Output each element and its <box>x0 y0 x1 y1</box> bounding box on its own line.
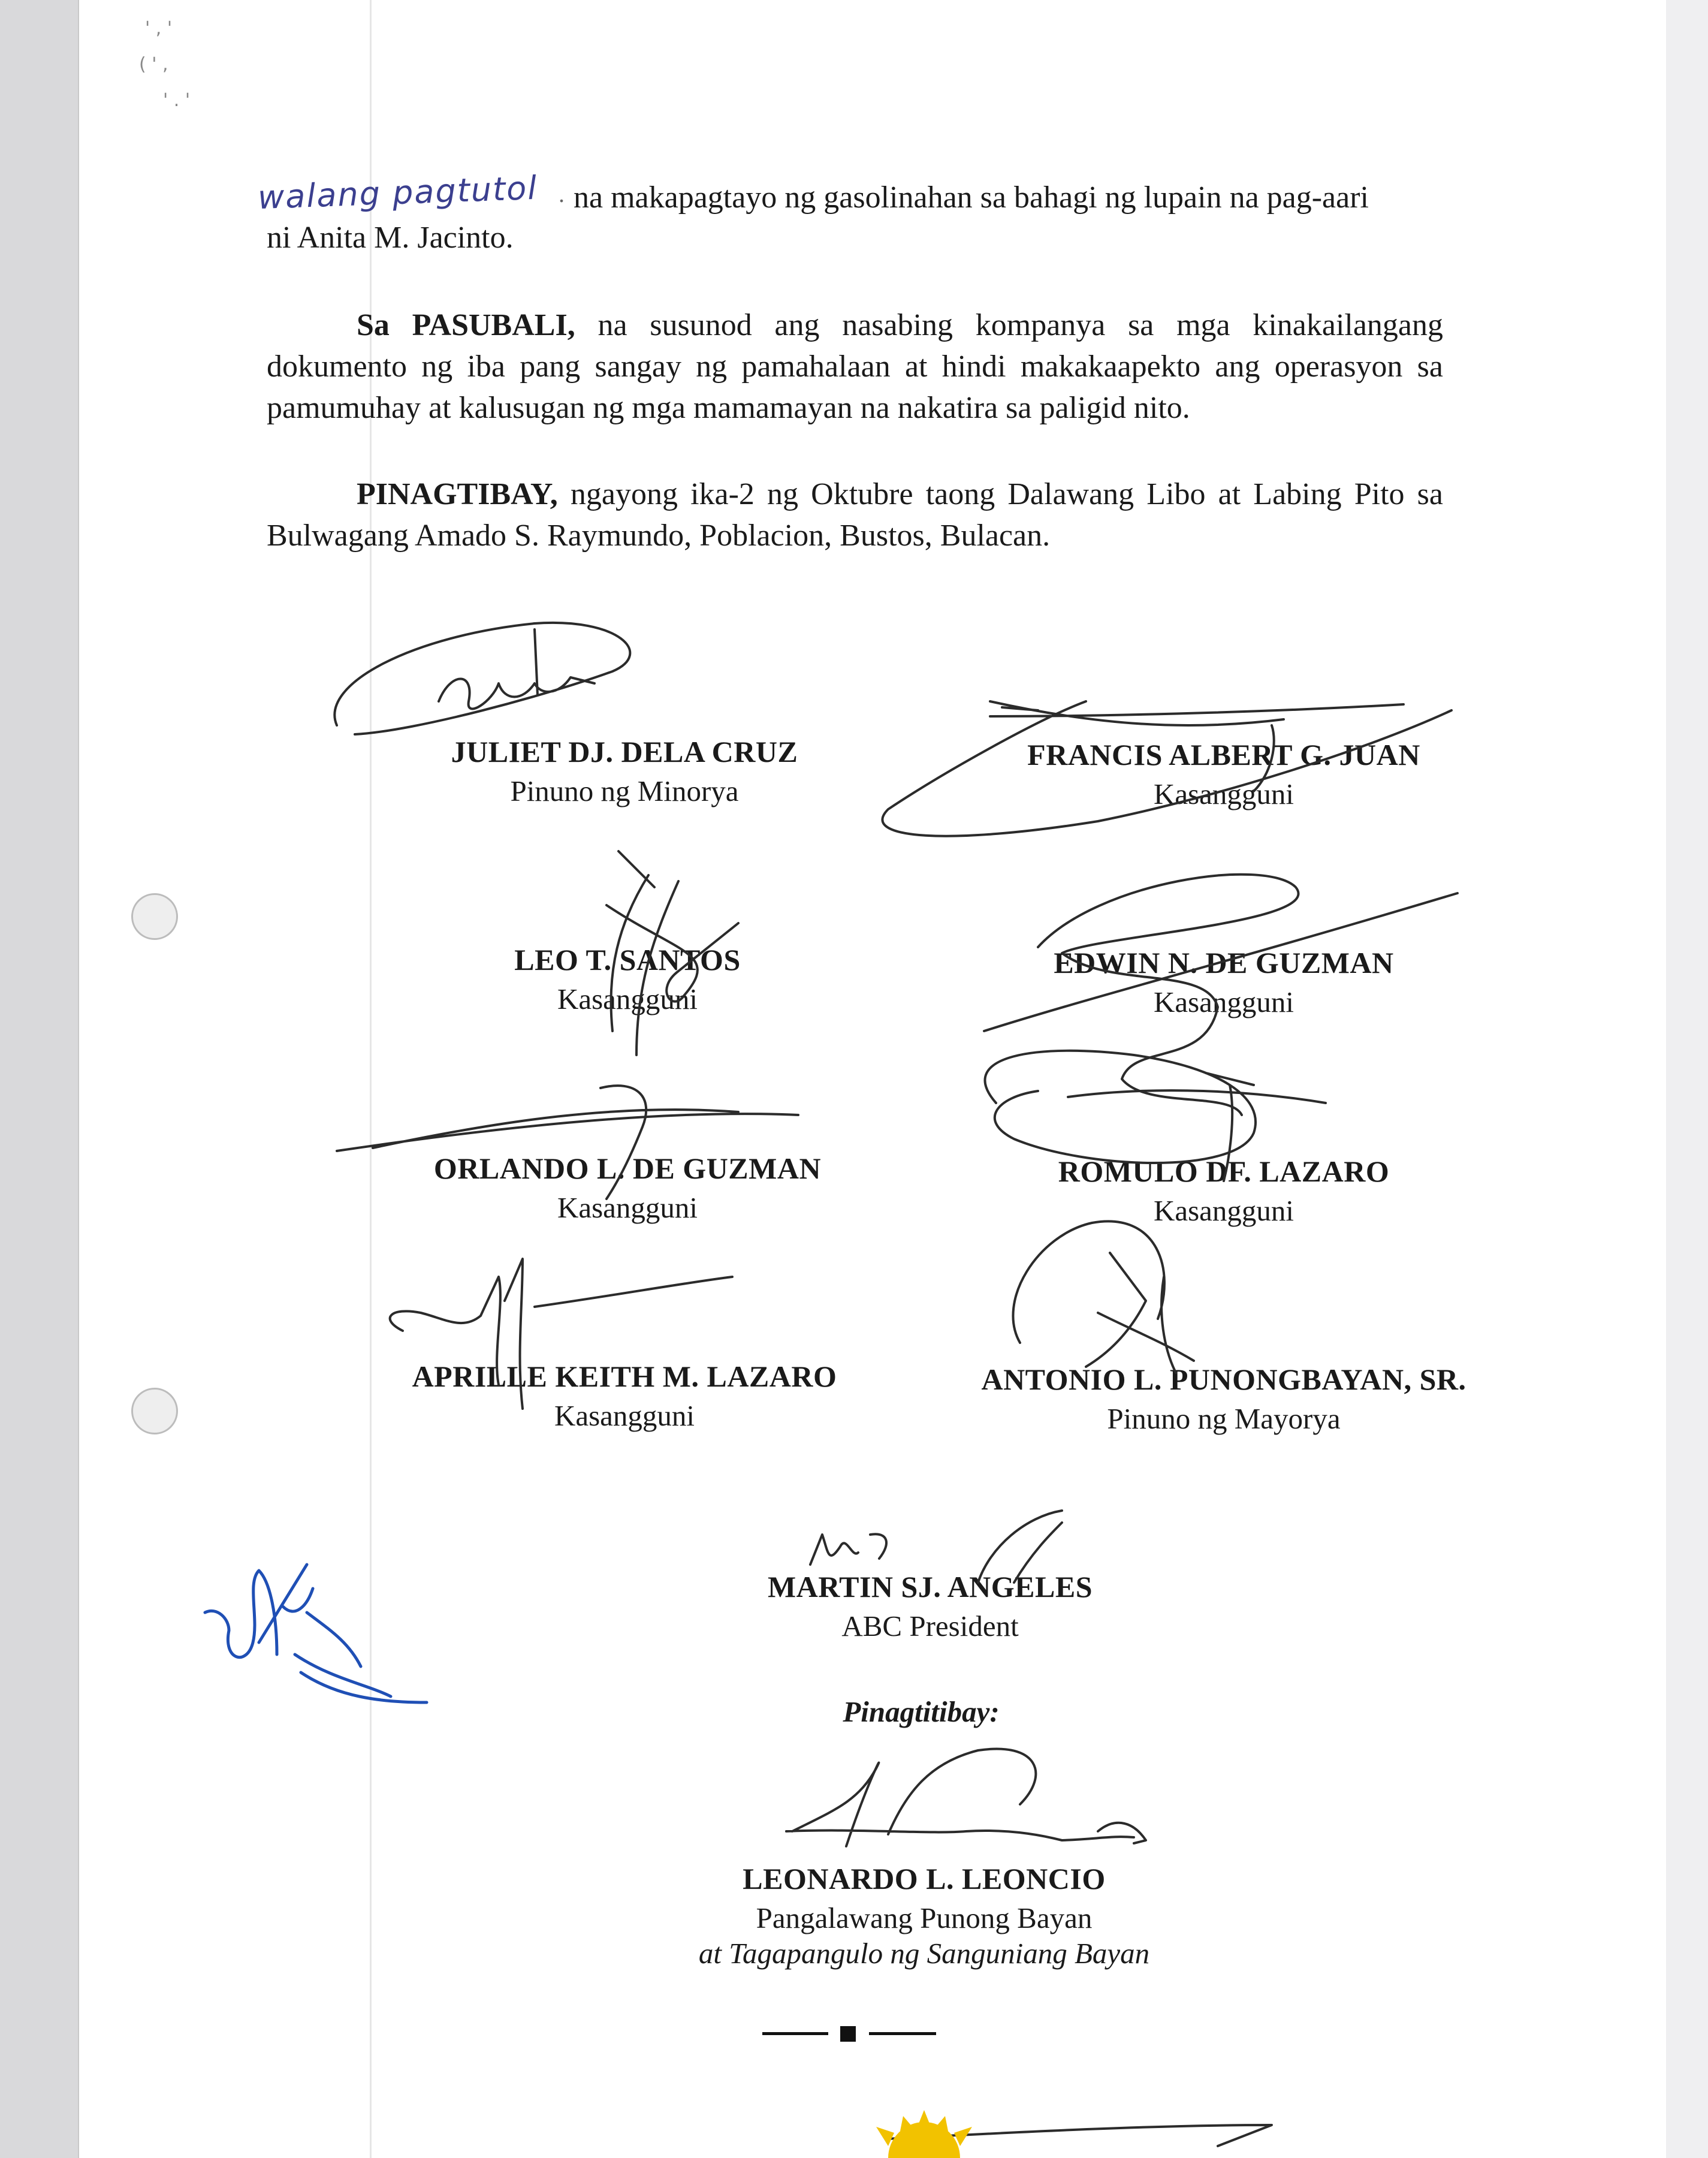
signatory-name: ORLANDO L. DE GUZMAN <box>433 1152 822 1185</box>
signature-block-dela-cruz <box>343 734 906 808</box>
signatory-title-line-2: at Tagapangulo ng Sanguniang Bayan <box>698 1937 1150 1970</box>
document-page <box>78 0 1668 2158</box>
signatory-name: EDWIN N. DE GUZMAN <box>1054 946 1394 979</box>
signatory-title: Kasangguni <box>1153 777 1294 810</box>
signatory-title: Kasangguni <box>1153 985 1294 1018</box>
paragraph-3-body: ngayong ika-2 ng Oktubre taong Dalawang Libo at Labing Pito sa Bulwagang Amado S. Raymundo, Poblacion, Bustos, Bulacan. <box>267 477 1443 553</box>
signature-block-aprille-lazaro <box>343 1359 906 1433</box>
signatory-title: Kasangguni <box>1153 1194 1294 1227</box>
paragraph-1-line-2: ni Anita M. Jacinto. <box>267 221 514 255</box>
paragraph-2 <box>267 305 1443 429</box>
signature-dela-cruz <box>334 623 630 734</box>
signatory-title: Kasangguni <box>557 982 698 1015</box>
seal-sun-icon <box>876 2110 972 2158</box>
signatory-title: Kasangguni <box>557 1191 698 1224</box>
signature-block-orlando-de-guzman <box>346 1151 909 1225</box>
signatory-name: LEONARDO L. LEONCIO <box>743 1862 1106 1895</box>
signatory-name: JULIET DJ. DELA CRUZ <box>451 735 798 768</box>
signature-blue-initials <box>205 1565 427 1702</box>
signatory-title: Pinuno ng Minorya <box>510 774 739 807</box>
signatory-name: ROMULO DF. LAZARO <box>1058 1155 1390 1188</box>
signature-block-santos <box>346 942 909 1016</box>
paragraph-2-lead: Sa PASUBALI, <box>357 308 575 342</box>
paragraph-3 <box>267 474 1443 556</box>
paragraph-2-body: na susunod ang nasabing kompanya sa mga kinakailangang dokumento ng iba pang sangay ng pamahalaan at hindi makakaapekto ang operasyon sa pamumuhay at kalusugan ng mga mamamayan na nakatira sa paligid nito. <box>267 308 1443 425</box>
punch-hole-bottom <box>131 1388 178 1434</box>
scan-speck: ' . ' <box>163 90 191 111</box>
text-dot: . <box>559 180 565 207</box>
ornament-line-left <box>762 2032 828 2035</box>
signature-block-vice-mayor <box>547 1861 1302 1970</box>
signature-block-abc-president <box>600 1569 1260 1643</box>
punch-hole-top <box>131 893 178 940</box>
scan-speck: ' , ' <box>145 18 173 39</box>
signatory-title: Pinuno ng Mayorya <box>1107 1402 1341 1435</box>
signature-block-juan <box>942 737 1505 811</box>
signatory-name: APRILLE KEITH M. LAZARO <box>412 1360 837 1393</box>
paragraph-3-lead: PINAGTIBAY, <box>357 477 558 511</box>
seal-signature-line <box>888 2125 1272 2146</box>
signature-vice-mayor <box>786 1749 1146 1846</box>
signatory-name: FRANCIS ALBERT G. JUAN <box>1027 738 1420 771</box>
scan-speck: ( ' , <box>139 54 168 75</box>
end-ornament <box>762 2026 936 2041</box>
signature-punongbayan <box>1013 1221 1194 1373</box>
signatory-name: LEO T. SANTOS <box>514 943 741 976</box>
signature-block-punongbayan <box>942 1362 1505 1436</box>
handwritten-note: walang pagtutol <box>257 168 539 217</box>
ornament-square <box>840 2026 856 2042</box>
signatory-name: ANTONIO L. PUNONGBAYAN, SR. <box>981 1363 1466 1396</box>
approved-label: Pinagtitibay: <box>843 1695 1000 1728</box>
signatory-title: Kasangguni <box>554 1399 695 1432</box>
paragraph-1-line-1: na makapagtayo ng gasolinahan sa bahagi ng lupain na pag-aari <box>574 180 1369 215</box>
signature-block-romulo-lazaro <box>942 1154 1505 1228</box>
scan-edge-strip <box>1666 0 1708 2158</box>
signatory-title: ABC President <box>841 1610 1019 1642</box>
signatory-name: MARTIN SJ. ANGELES <box>767 1570 1093 1604</box>
signature-block-edwin-de-guzman <box>942 945 1505 1019</box>
ornament-line-right <box>869 2032 936 2035</box>
signatory-title-line-1: Pangalawang Punong Bayan <box>756 1901 1093 1934</box>
